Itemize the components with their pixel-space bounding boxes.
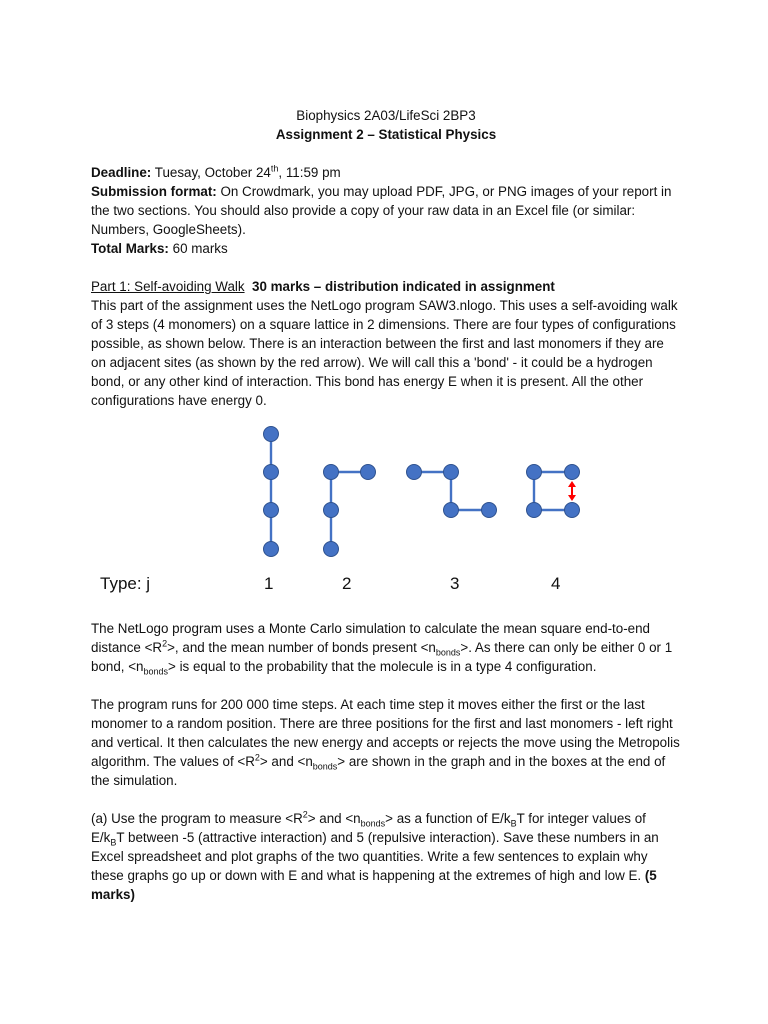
- monomer-node: [324, 465, 339, 480]
- run-text-1: The program runs for 200 000 time steps. At each time step it moves either the first or the last monomer to a random position. There are three positions for the first and last monomers - left right and vertical. It then calculates the new energy and accepts or rejects the move using the Metropolis algorithm. The values of <R: [91, 697, 680, 769]
- total-marks-line: [91, 239, 681, 258]
- type-1-label: 1: [264, 574, 274, 593]
- monomer-node: [482, 503, 497, 518]
- monomer-node: [324, 503, 339, 518]
- part1-heading-line: [91, 277, 681, 296]
- part1-intro: This part of the assignment uses the NetLogo program SAW3.nlogo. This uses a self-avoiding walk of 3 steps (4 monomers) on a square lattice in 2 dimensions. There are four types of configurations possible, as shown below. There is an interaction between the first and last monomers if they are on adjacent sites (as shown by the red arrow). We will call this a 'bond' - it could be a hydrogen bond, or any other kind of interaction. This bond has energy E when it is present. All the other configurations have energy 0.: [91, 298, 678, 408]
- type-1-walk: [264, 427, 279, 557]
- mc-text-4: > is equal to the probability that the molecule is in a type 4 configuration.: [168, 659, 597, 674]
- a-sub-1: bonds: [360, 818, 386, 829]
- mc-sub-2: bonds: [143, 666, 169, 677]
- document-page: [91, 106, 681, 904]
- arrow-head-up: [568, 481, 576, 487]
- deadline-sup: th: [270, 163, 279, 174]
- mc-sub-1: bonds: [435, 647, 461, 658]
- mc-text-2: >, and the mean number of bonds present <n: [167, 640, 436, 655]
- monomer-node: [324, 542, 339, 557]
- a-sup: 2: [302, 809, 308, 820]
- deadline-label: Deadline:: [91, 165, 152, 180]
- a-text-5: T between -5 (attractive interaction) and 5 (repulsive interaction). Save these numbers in an Excel spreadsheet and plot graphs of the two quantities. Write a few sentences to explain why these graphs go up or down with E and what is happening at the extremes of high and low E.: [91, 830, 659, 883]
- mc-text-1: The NetLogo program uses a Monte Carlo simulation to calculate the mean square end-to-end distance <R: [91, 621, 651, 655]
- monomer-node: [264, 542, 279, 557]
- monomer-node: [264, 465, 279, 480]
- a-text-2: > and <n: [307, 811, 361, 826]
- a-marks: (5 marks): [91, 868, 657, 902]
- type-3-label: 3: [450, 574, 460, 593]
- monomer-node: [444, 465, 459, 480]
- a-text-1: (a) Use the program to measure <R: [91, 811, 303, 826]
- monomer-node: [361, 465, 376, 480]
- part1-marks-note: 30 marks – distribution indicated in assignment: [252, 279, 555, 294]
- assignment-title: Assignment 2 – Statistical Physics: [275, 127, 497, 142]
- monomer-node: [527, 465, 542, 480]
- question-a-paragraph: [91, 809, 681, 904]
- a-sub-3: B: [110, 837, 117, 848]
- submission-label: Submission format:: [91, 184, 217, 199]
- monomer-node: [264, 503, 279, 518]
- type-2-label: 2: [342, 574, 352, 593]
- run-text-3: > are shown in the graph and in the boxes at the end of the simulation.: [91, 754, 666, 788]
- monomer-node: [527, 503, 542, 518]
- arrow-head-down: [568, 495, 576, 501]
- type-4-label: 4: [551, 574, 561, 593]
- part1-heading: Part 1: Self-avoiding Walk: [91, 279, 245, 294]
- monomer-node: [565, 503, 580, 518]
- a-sub-2: B: [510, 818, 517, 829]
- monomer-node: [565, 465, 580, 480]
- type-3-walk: [407, 465, 497, 518]
- monomer-node: [264, 427, 279, 442]
- monomer-node: [444, 503, 459, 518]
- deadline-line: [91, 163, 681, 182]
- run-sub: bonds: [312, 761, 338, 772]
- a-text-3: > as a function of E/k: [385, 811, 511, 826]
- interaction-arrow: [568, 481, 576, 501]
- type-2-walk: [324, 465, 376, 557]
- monte-carlo-paragraph: [91, 619, 681, 676]
- configurations-diagram: [91, 424, 681, 600]
- monomer-node: [407, 465, 422, 480]
- run-text-2: > and <n: [259, 754, 313, 769]
- marks-value: 60 marks: [172, 241, 228, 256]
- mc-text-3: >. As there can only be either 0 or 1 bond, <n: [91, 640, 673, 674]
- a-text-4: T for integer values of E/k: [91, 811, 646, 845]
- deadline-pre: Tuesay, October 24: [154, 165, 271, 180]
- mc-sup: 2: [162, 638, 168, 649]
- submission-text: On Crowdmark, you may upload PDF, JPG, or PNG images of your report in the two sections. You should also provide a copy of your raw data in an Excel file (or similar: Numbers, GoogleSheets).: [91, 184, 672, 237]
- run-sup: 2: [254, 752, 260, 763]
- type-label: Type: j: [100, 574, 151, 593]
- marks-label: Total Marks:: [91, 241, 169, 256]
- deadline-post: , 11:59 pm: [278, 165, 341, 180]
- course-code: Biophysics 2A03/LifeSci 2BP3: [296, 108, 476, 123]
- program-run-paragraph: [91, 695, 681, 790]
- configurations-figure: [91, 424, 681, 600]
- submission-line: [91, 182, 681, 239]
